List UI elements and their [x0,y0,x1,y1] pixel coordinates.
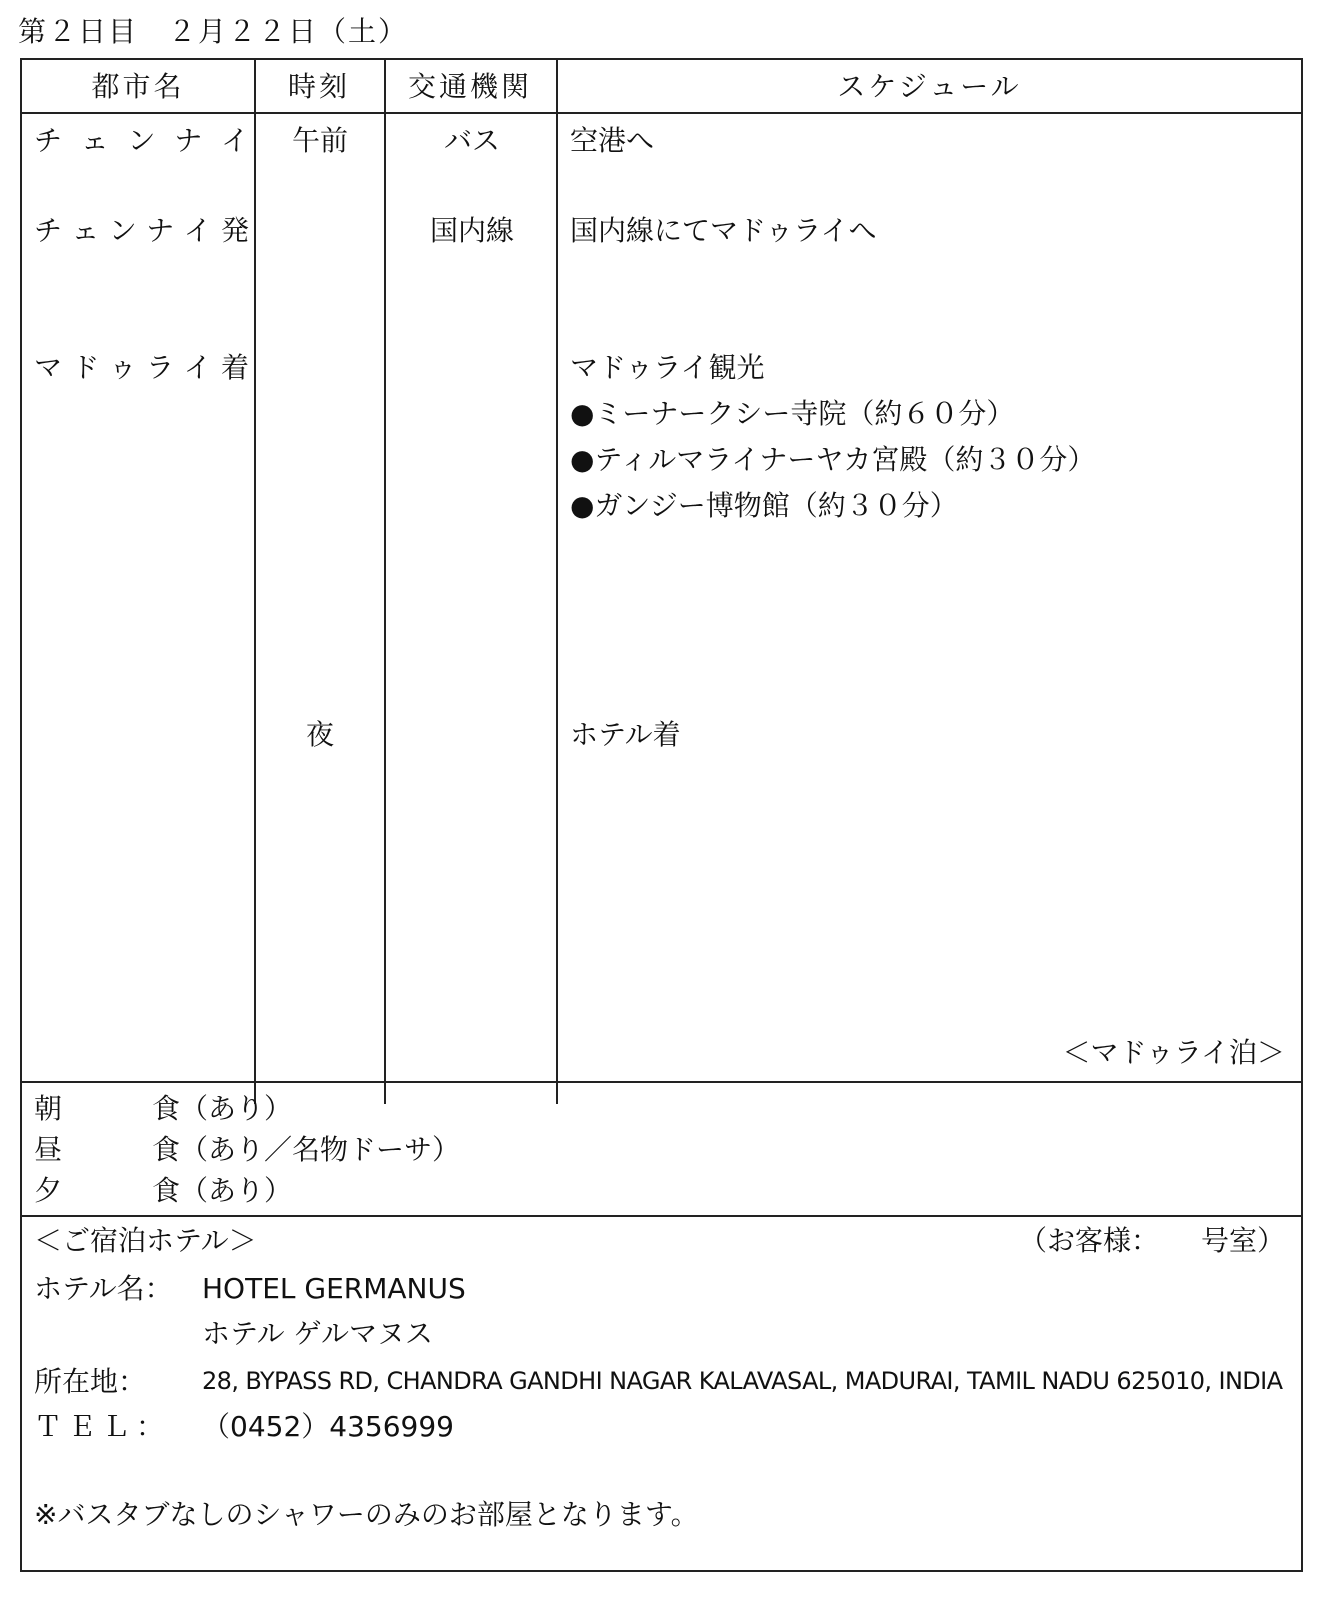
meal-label: 朝 [34,1092,63,1125]
hotel-tel: （0452）4356999 [202,1410,454,1443]
column-divider-2 [384,60,386,1104]
header-time: 時刻 [287,70,350,103]
meal-breakfast [34,1092,292,1126]
hotel-name-ja: ホテル ゲルマヌス [202,1317,433,1350]
table-bottom-divider [22,1081,1301,1083]
header-divider [22,112,1301,114]
hotel-address: 28, BYPASS RD, CHANDRA GANDHI NAGAR KALAVASAL, MADURAI, TAMIL NADU 625010, INDIA [202,1367,1283,1395]
row2-schedule: 国内線にてマドゥライへ [570,214,877,247]
meal-label: 昼 [34,1133,63,1166]
address-label: 所在地： [34,1365,147,1398]
row1-time: 午前 [291,124,348,157]
meal-kind: 食 [152,1133,181,1166]
meal-kind: 食 [152,1092,181,1125]
room-note: （お客様： 号室） [1018,1224,1285,1257]
column-divider-3 [556,60,558,1104]
row1-city: チ ェ ン ナ イ [34,124,249,157]
hotel-name-label: ホテル名： [34,1272,173,1305]
sight-item: ●ティルマライナーヤカ宮殿（約３０分） [570,443,1096,476]
meal-value: （あり） [180,1092,293,1125]
hotel-note: ※バスタブなしのシャワーのみのお部屋となります。 [34,1498,699,1531]
meal-value: （あり／名物ドーサ） [180,1133,461,1166]
itinerary-sheet [20,58,1303,1572]
row3-schedule: マドゥライ観光 [570,351,765,384]
tel-label: ＴＥＬ： [34,1410,171,1443]
meals-bottom-divider [22,1215,1301,1217]
row1-schedule: 空港へ [570,124,655,157]
meal-kind: 食 [152,1174,181,1207]
header-city: 都市名 [91,70,185,103]
column-divider-1 [254,60,256,1104]
meal-value: （あり） [180,1174,293,1207]
meal-lunch [34,1133,460,1167]
hotel-section-title: ＜ご宿泊ホテル＞ [34,1224,257,1257]
header-transport: 交通機関 [407,70,532,103]
row2-city: チ ェ ン ナ イ 発 [34,214,249,247]
row3-city: マ ド ゥ ラ イ 着 [34,351,249,384]
meal-dinner [34,1174,292,1208]
day-header: 第２日目 ２月２２日（土） [18,15,409,48]
sight-item: ●ガンジー博物館（約３０分） [570,489,958,522]
meal-label: 夕 [34,1174,63,1207]
row2-transport: 国内線 [429,214,514,247]
night-schedule: ホテル着 [570,718,681,751]
sight-item: ●ミーナークシー寺院（約６０分） [570,397,1015,430]
header-schedule: スケジュール [837,70,1022,103]
overnight-label: ＜マドゥライ泊＞ [1062,1036,1285,1069]
night-time: 夜 [305,718,334,751]
hotel-name-en: HOTEL GERMANUS [202,1272,466,1305]
row1-transport: バス [443,124,500,157]
